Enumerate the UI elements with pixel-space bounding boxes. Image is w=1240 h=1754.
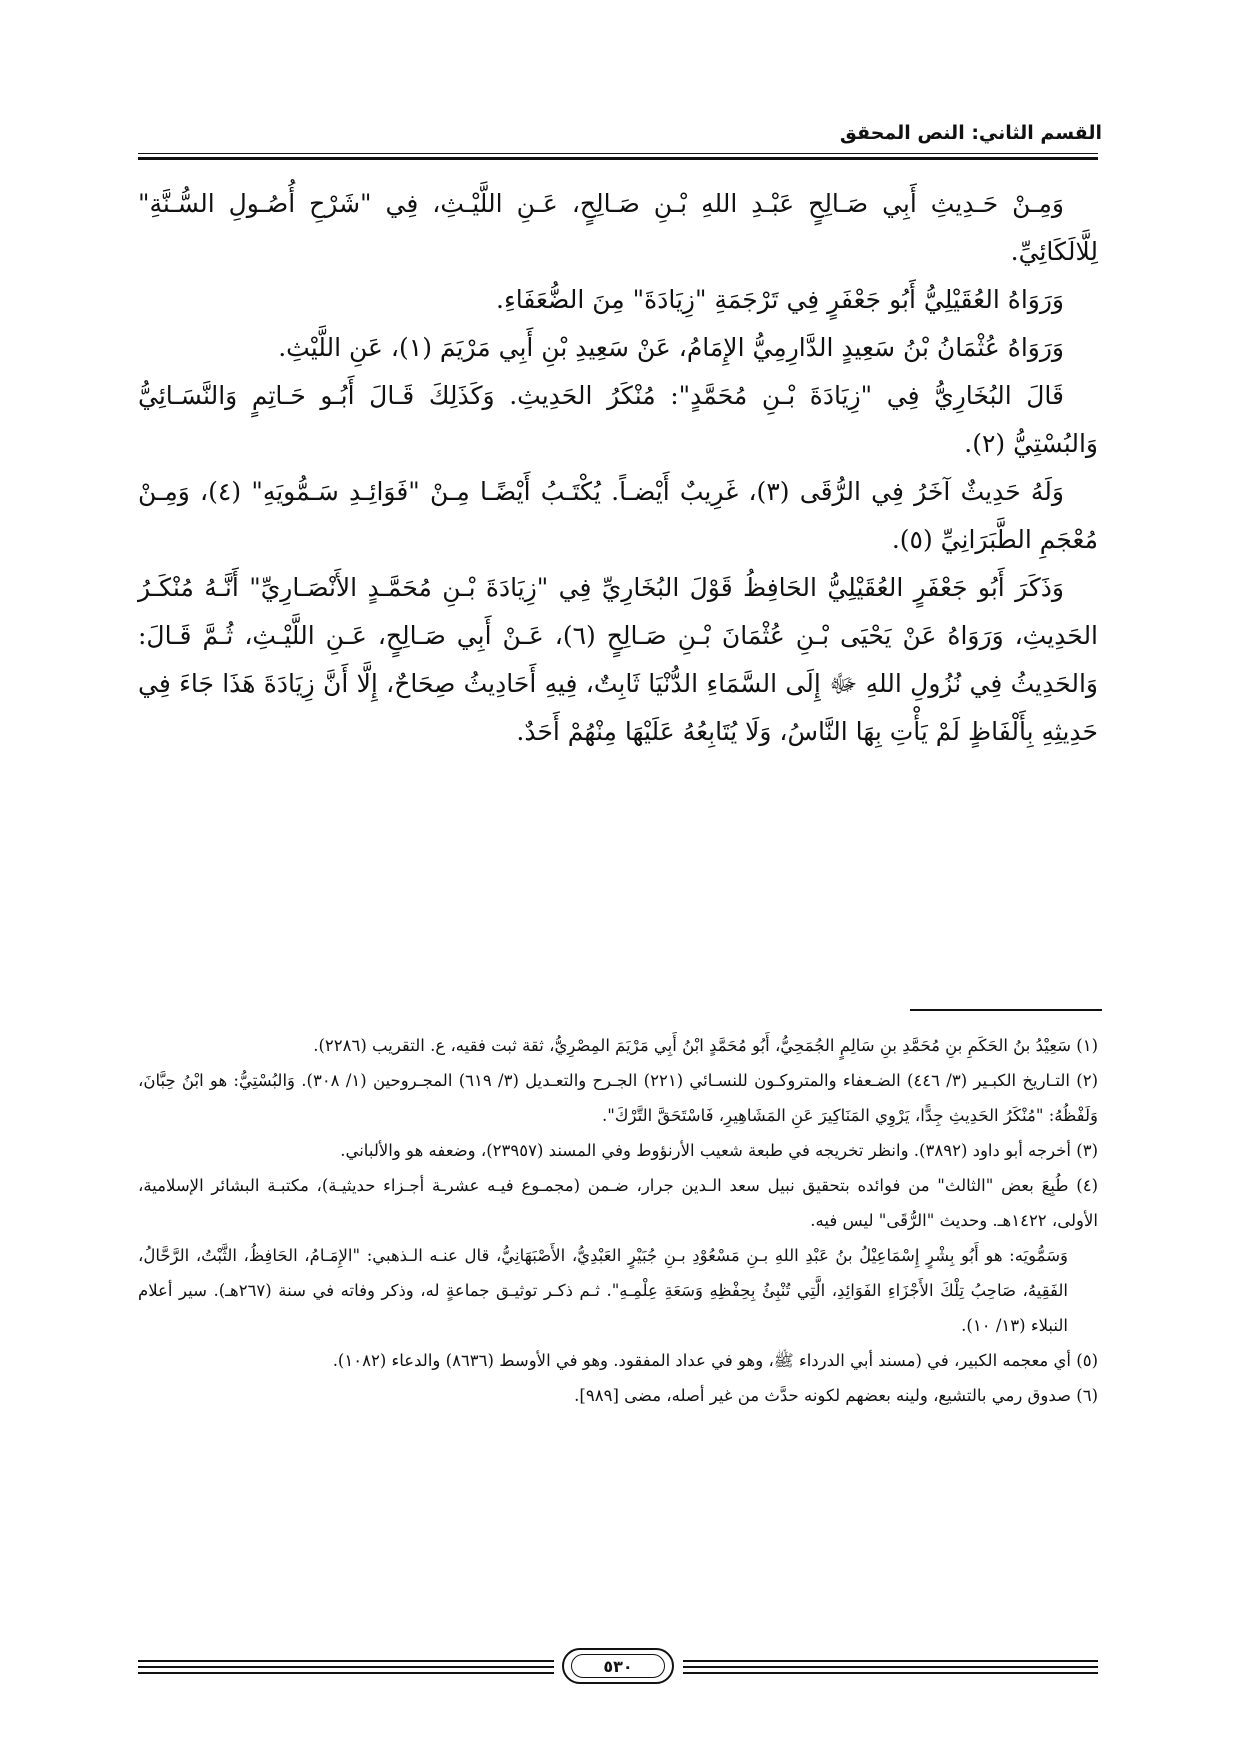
footnote-separator: [910, 1009, 1102, 1011]
body-paragraph: قَالَ البُخَارِيُّ فِي "زِيَادَةَ بْـنِ مُحَمَّدٍ": مُنْكَرُ الحَدِيثِ. وَكَذَلِكَ قَـالَ أَبُـو حَـاتِمٍ وَالنَّسَـائِيُّ وَالبُسْتِيُّ (٢).: [138, 381, 1098, 458]
body-paragraph: وَرَوَاهُ عُثْمَانُ بْنُ سَعِيدٍ الدَّارِمِيُّ الإِمَامُ، عَنْ سَعِيدِ بْنِ أَبِي مَرْيَمَ (١)، عَنِ اللَّيْثِ.: [278, 333, 1064, 362]
main-body-text: [138, 180, 1098, 756]
footer-rule: [138, 1672, 554, 1674]
body-paragraph: وَمِـنْ حَـدِيثِ أَبِي صَـالِحٍ عَبْـدِ اللهِ بْـنِ صَـالِحٍ، عَـنِ اللَّيْـثِ، فِي "شَرْحِ أُصُـولِ السُّـنَّةِ" لِلَّالَكَائِيِّ.: [138, 189, 1098, 266]
footnote-item: (٣) أخرجه أبو داود (٣٨٩٢). وانظر تخريجه في طبعة شعيب الأرنؤوط وفي المسند (٢٣٩٥٧)، وضعفه هو والألباني.: [340, 1141, 1098, 1160]
footer-rule: [683, 1666, 1098, 1668]
page-number: ٥٣٠: [571, 1654, 665, 1678]
footnote-item: (٢) التـاريخ الكبـير (٣/ ٤٤٦) الضـعفاء والمتروكـون للنسـائي (٢٢١) الجـرح والتعـديل (٣/ ٦١٩) المجـروحين (١/ ٣٠٨). وَالبُسْتِيُّ: هو ابْنُ حِبَّانَ، وَلَفْظُهُ: "مُنْكَرُ الحَدِيثِ جِدًّا، يَرْوِي المَنَاكِيرَ عَنِ المَشَاهِيرِ، فَاسْتَحَقَّ التَّرْكَ".: [138, 1071, 1099, 1125]
page-header-title: القسم الثاني: النص المحقق: [839, 122, 1102, 144]
header-divider-thick: [138, 157, 1098, 160]
page-number-frame: [562, 1648, 674, 1684]
footer-rule: [138, 1666, 554, 1668]
footnote-item: (٥) أي معجمه الكبير، في (مسند أبي الدرداء ﷺ، وهو في عداد المفقود. وهو في الأوسط (٨٦٣٦) والدعاء (١٠٨٢).: [332, 1351, 1098, 1370]
body-paragraph: وَذَكَرَ أَبُو جَعْفَرٍ العُقَيْلِيُّ الحَافِظُ قَوْلَ البُخَارِيِّ فِي "زِيَادَةَ بْـنِ مُحَمَّـدٍ الأَنْصَـارِيِّ" أَنَّـهُ مُنْكَـرُ الحَدِيثِ، وَرَوَاهُ عَنْ يَحْيَى بْـنِ عُثْمَانَ بْـنِ صَـالِحٍ (٦)، عَـنْ أَبِي صَـالِحٍ، عَـنِ اللَّيْـثِ، ثُـمَّ قَـالَ: وَالحَدِيثُ فِي نُزُولِ اللهِ ﷻ إِلَى السَّمَاءِ الدُّنْيَا ثَابِتٌ، فِيهِ أَحَادِيثُ صِحَاحٌ، إِلَّا أَنَّ زِيَادَةَ هَذَا جَاءَ فِي حَدِيثِهِ بِأَلْفَاظٍ لَمْ يَأْتِ بِهَا النَّاسُ، وَلَا يُتَابِعُهُ عَلَيْهَا مِنْهُمْ أَحَدٌ.: [138, 573, 1099, 746]
footnote-item: (١) سَعِيْدُ بنُ الحَكَمِ بنِ مُحَمَّدِ بنِ سَالِمٍ الجُمَحِيُّ، أَبُو مُحَمَّدٍ ابْنُ أَبِي مَرْيَمَ المِصْرِيُّ، ثقة ثبت فقيه، ع. التقريب (٢٢٨٦).: [313, 1036, 1098, 1055]
body-paragraph: وَلَهُ حَدِيثٌ آخَرُ فِي الرُّقَى (٣)، غَرِيبٌ أَيْضـاً. يُكْتَـبُ أَيْضًـا مِـنْ "فَوَائِـدِ سَـمُّويَهِ" (٤)، وَمِـنْ مُعْجَمِ الطَّبَرَانِيِّ (٥).: [138, 477, 1098, 554]
footer-rule: [683, 1660, 1098, 1662]
footnotes-section: [138, 1028, 1098, 1413]
footnote-item: وَسَمُّويَه: هو أَبُو بِشْرٍ إِسْمَاعِيْلُ بنُ عَبْدِ اللهِ بـنِ مَسْعُوْدِ بـنِ جُبَيْرٍ العَبْدِيُّ، الأَصْبَهَانِيُّ، قال عنـه الـذهبي: "الإِمَـامُ، الحَافِظُ، الثَّبْتُ، الرَّحَّالُ، الفَقِيهُ، صَاحِبُ تِلْكَ الأَجْزَاءِ الفَوَائِدِ، الَّتِي تُنْبِئُ بِحِفْظِهِ وَسَعَةِ عِلْمِـهِ". ثـم ذكـر توثيـق جماعةٍ له، وذكر وفاته في سنة (٢٦٧هـ). سير أعلام النبلاء (١٣/ ١٠).: [138, 1246, 1069, 1335]
footer-rule: [138, 1660, 554, 1662]
footer-rule: [683, 1672, 1098, 1674]
footnote-item: (٦) صدوق رمي بالتشيع، ولينه بعضهم لكونه حدَّث من غير أصله، مضى [٩٨٩].: [574, 1386, 1098, 1405]
header-divider-thin: [138, 153, 1098, 154]
body-paragraph: وَرَوَاهُ العُقَيْلِيُّ أَبُو جَعْفَرٍ فِي تَرْجَمَةِ "زِيَادَةَ" مِنَ الضُّعَفَاءِ.: [496, 285, 1064, 314]
footnote-item: (٤) طُبِعَ بعض "الثالث" من فوائده بتحقيق نبيل سعد الـدين جرار، ضـمن (مجمـوع فيـه عشرـة أجـزاء حديثيـة)، مكتبـة البشائر الإسلامية، الأولى، ١٤٢٢هـ. وحديث "الرُّقَى" ليس فيه.: [138, 1176, 1098, 1230]
